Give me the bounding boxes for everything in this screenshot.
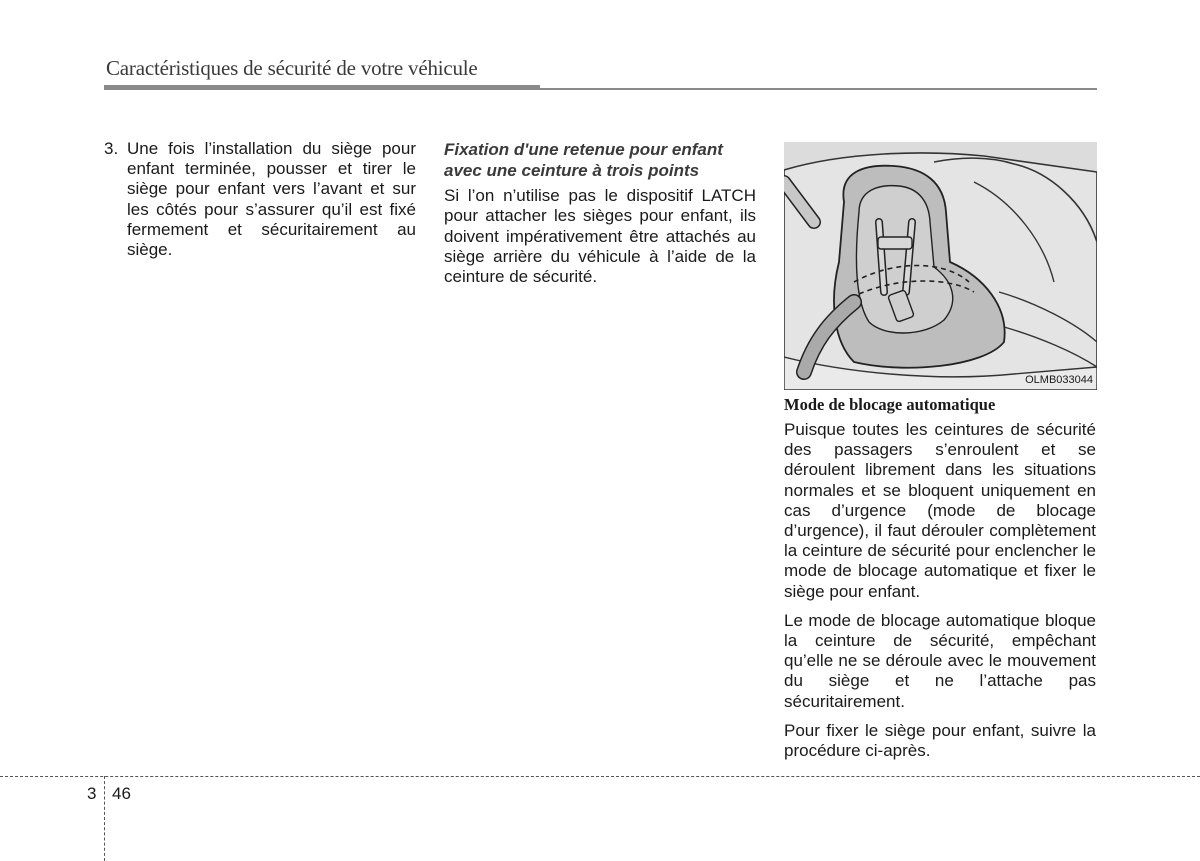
step-number: 3. xyxy=(104,139,119,158)
section-paragraph: Si l’on n’utilise pas le dispositif LATCH pour attacher les sièges pour enfant, ils doivent impérativement être attachés au siège arrière du véhicule à l’aide de la ceinture de sécurité. xyxy=(444,186,756,286)
column-right xyxy=(784,395,1096,761)
footer-dashed-rule xyxy=(0,776,1200,777)
header-rule-thin xyxy=(540,88,1097,90)
step-item xyxy=(104,139,416,260)
paragraph-2: Le mode de blocage automatique bloque la ceinture de sécurité, empêchant qu’elle ne se déroule avec le mouvement du siège et ne l’attache pas sécuritairement. xyxy=(784,610,1096,711)
paragraph-3: Pour fixer le siège pour enfant, suivre la procédure ci-après. xyxy=(784,720,1096,761)
page-title: Caractéristiques de sécurité de votre véhicule xyxy=(106,56,478,80)
page-number: 46 xyxy=(112,784,131,803)
figure-code: OLMB033044 xyxy=(1025,374,1093,386)
column-left xyxy=(104,139,416,260)
step-text: Une fois l’installation du siège pour enfant terminée, pousser et tirer le siège pour enfant vers l’avant et sur les côtés pour s’assurer qu’il est fixé fermement et sécuritairement au siège. xyxy=(127,139,416,260)
section-heading-auto-lock: Mode de blocage automatique xyxy=(784,395,996,414)
section-heading: Fixation d'une retenue pour enfant avec une ceinture à trois points xyxy=(444,140,723,180)
paragraph-1: Puisque toutes les ceintures de sécurité des passagers s’enroulent et se déroulent librement dans les situations normales et se bloquent uniquement en cas d’urgence (mode de blocage d’urgence), il faut dérouler complètement la ceinture de sécurité pour enclencher le mode de blocage automatique et fixer le siège pour enfant. xyxy=(784,420,1096,601)
column-middle xyxy=(444,139,756,287)
header-rule-thick xyxy=(104,85,540,90)
chapter-number: 3 xyxy=(87,784,97,803)
child-seat-illustration xyxy=(784,142,1097,390)
footer-vertical-dashed-rule xyxy=(104,776,105,861)
child-seat-drawing xyxy=(784,142,1097,390)
